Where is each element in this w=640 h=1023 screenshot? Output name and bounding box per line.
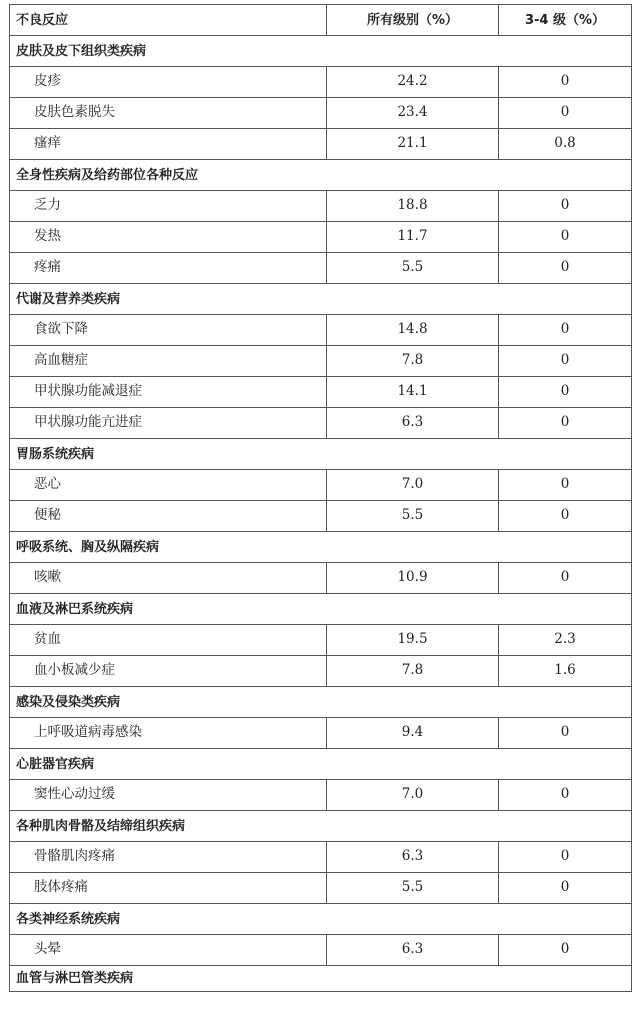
table-row [10, 780, 632, 811]
all-grades-value: 21.1 [327, 129, 499, 160]
table-header-row [10, 5, 632, 36]
category-label: 感染及侵染类疾病 [10, 687, 632, 718]
category-row [10, 284, 632, 315]
table-row [10, 873, 632, 904]
all-grades-value: 7.0 [327, 470, 499, 501]
table-row [10, 718, 632, 749]
table-row [10, 842, 632, 873]
all-grades-value: 5.5 [327, 873, 499, 904]
grade-3-4-value: 0 [499, 253, 632, 284]
grade-3-4-value: 0 [499, 98, 632, 129]
category-row [10, 439, 632, 470]
all-grades-value: 5.5 [327, 253, 499, 284]
category-label: 各类神经系统疾病 [10, 904, 632, 935]
grade-3-4-value: 0 [499, 780, 632, 811]
table-row [10, 625, 632, 656]
reaction-name: 发热 [10, 222, 327, 253]
reaction-name: 贫血 [10, 625, 327, 656]
category-label: 呼吸系统、胸及纵隔疾病 [10, 532, 632, 563]
all-grades-value: 7.8 [327, 346, 499, 377]
table-row [10, 501, 632, 532]
category-label: 胃肠系统疾病 [10, 439, 632, 470]
reaction-name: 甲状腺功能减退症 [10, 377, 327, 408]
header-adverse-reaction: 不良反应 [10, 5, 327, 36]
category-label: 血液及淋巴系统疾病 [10, 594, 632, 625]
table-row [10, 98, 632, 129]
grade-3-4-value: 0 [499, 718, 632, 749]
table-row [10, 315, 632, 346]
all-grades-value: 24.2 [327, 67, 499, 98]
adverse-reaction-table [9, 4, 632, 992]
table-row [10, 191, 632, 222]
category-row [10, 749, 632, 780]
all-grades-value: 5.5 [327, 501, 499, 532]
category-row [10, 160, 632, 191]
category-row [10, 36, 632, 67]
reaction-name: 便秘 [10, 501, 327, 532]
reaction-name: 上呼吸道病毒感染 [10, 718, 327, 749]
category-row [10, 532, 632, 563]
grade-3-4-value: 0 [499, 315, 632, 346]
reaction-name: 头晕 [10, 935, 327, 966]
grade-3-4-value: 0 [499, 67, 632, 98]
table-row [10, 346, 632, 377]
table-row [10, 935, 632, 966]
table-row [10, 253, 632, 284]
table-row [10, 222, 632, 253]
grade-3-4-value: 0 [499, 191, 632, 222]
category-label: 代谢及营养类疾病 [10, 284, 632, 315]
header-grade-3-4: 3-4 级（%） [499, 5, 632, 36]
all-grades-value: 7.0 [327, 780, 499, 811]
all-grades-value: 6.3 [327, 842, 499, 873]
grade-3-4-value: 2.3 [499, 625, 632, 656]
all-grades-value: 14.8 [327, 315, 499, 346]
reaction-name: 骨骼肌肉疼痛 [10, 842, 327, 873]
all-grades-value: 23.4 [327, 98, 499, 129]
category-row [10, 594, 632, 625]
category-row [10, 966, 632, 992]
reaction-name: 疼痛 [10, 253, 327, 284]
all-grades-value: 10.9 [327, 563, 499, 594]
all-grades-value: 6.3 [327, 408, 499, 439]
all-grades-value: 11.7 [327, 222, 499, 253]
all-grades-value: 14.1 [327, 377, 499, 408]
category-label: 皮肤及皮下组织类疾病 [10, 36, 632, 67]
grade-3-4-value: 0 [499, 470, 632, 501]
grade-3-4-value: 0 [499, 377, 632, 408]
reaction-name: 窦性心动过缓 [10, 780, 327, 811]
category-row [10, 811, 632, 842]
category-label: 全身性疾病及给药部位各种反应 [10, 160, 632, 191]
table-row [10, 656, 632, 687]
category-label: 血管与淋巴管类疾病 [10, 966, 632, 992]
grade-3-4-value: 0 [499, 346, 632, 377]
table-row [10, 129, 632, 160]
table-row [10, 563, 632, 594]
all-grades-value: 9.4 [327, 718, 499, 749]
header-all-grades: 所有级别（%） [327, 5, 499, 36]
reaction-name: 甲状腺功能亢进症 [10, 408, 327, 439]
category-row [10, 904, 632, 935]
grade-3-4-value: 0 [499, 563, 632, 594]
category-label: 各种肌肉骨骼及结缔组织疾病 [10, 811, 632, 842]
table-row [10, 377, 632, 408]
grade-3-4-value: 0 [499, 873, 632, 904]
grade-3-4-value: 0 [499, 408, 632, 439]
reaction-name: 咳嗽 [10, 563, 327, 594]
grade-3-4-value: 0 [499, 222, 632, 253]
grade-3-4-value: 0 [499, 501, 632, 532]
reaction-name: 食欲下降 [10, 315, 327, 346]
table-row [10, 470, 632, 501]
category-row [10, 687, 632, 718]
grade-3-4-value: 0 [499, 935, 632, 966]
all-grades-value: 19.5 [327, 625, 499, 656]
grade-3-4-value: 0.8 [499, 129, 632, 160]
reaction-name: 高血糖症 [10, 346, 327, 377]
table-row [10, 67, 632, 98]
all-grades-value: 18.8 [327, 191, 499, 222]
category-label: 心脏器官疾病 [10, 749, 632, 780]
grade-3-4-value: 0 [499, 842, 632, 873]
reaction-name: 瘙痒 [10, 129, 327, 160]
grade-3-4-value: 1.6 [499, 656, 632, 687]
reaction-name: 血小板减少症 [10, 656, 327, 687]
reaction-name: 肢体疼痛 [10, 873, 327, 904]
table-body [10, 5, 632, 992]
reaction-name: 皮肤色素脱失 [10, 98, 327, 129]
all-grades-value: 6.3 [327, 935, 499, 966]
table-row [10, 408, 632, 439]
all-grades-value: 7.8 [327, 656, 499, 687]
reaction-name: 恶心 [10, 470, 327, 501]
reaction-name: 乏力 [10, 191, 327, 222]
reaction-name: 皮疹 [10, 67, 327, 98]
